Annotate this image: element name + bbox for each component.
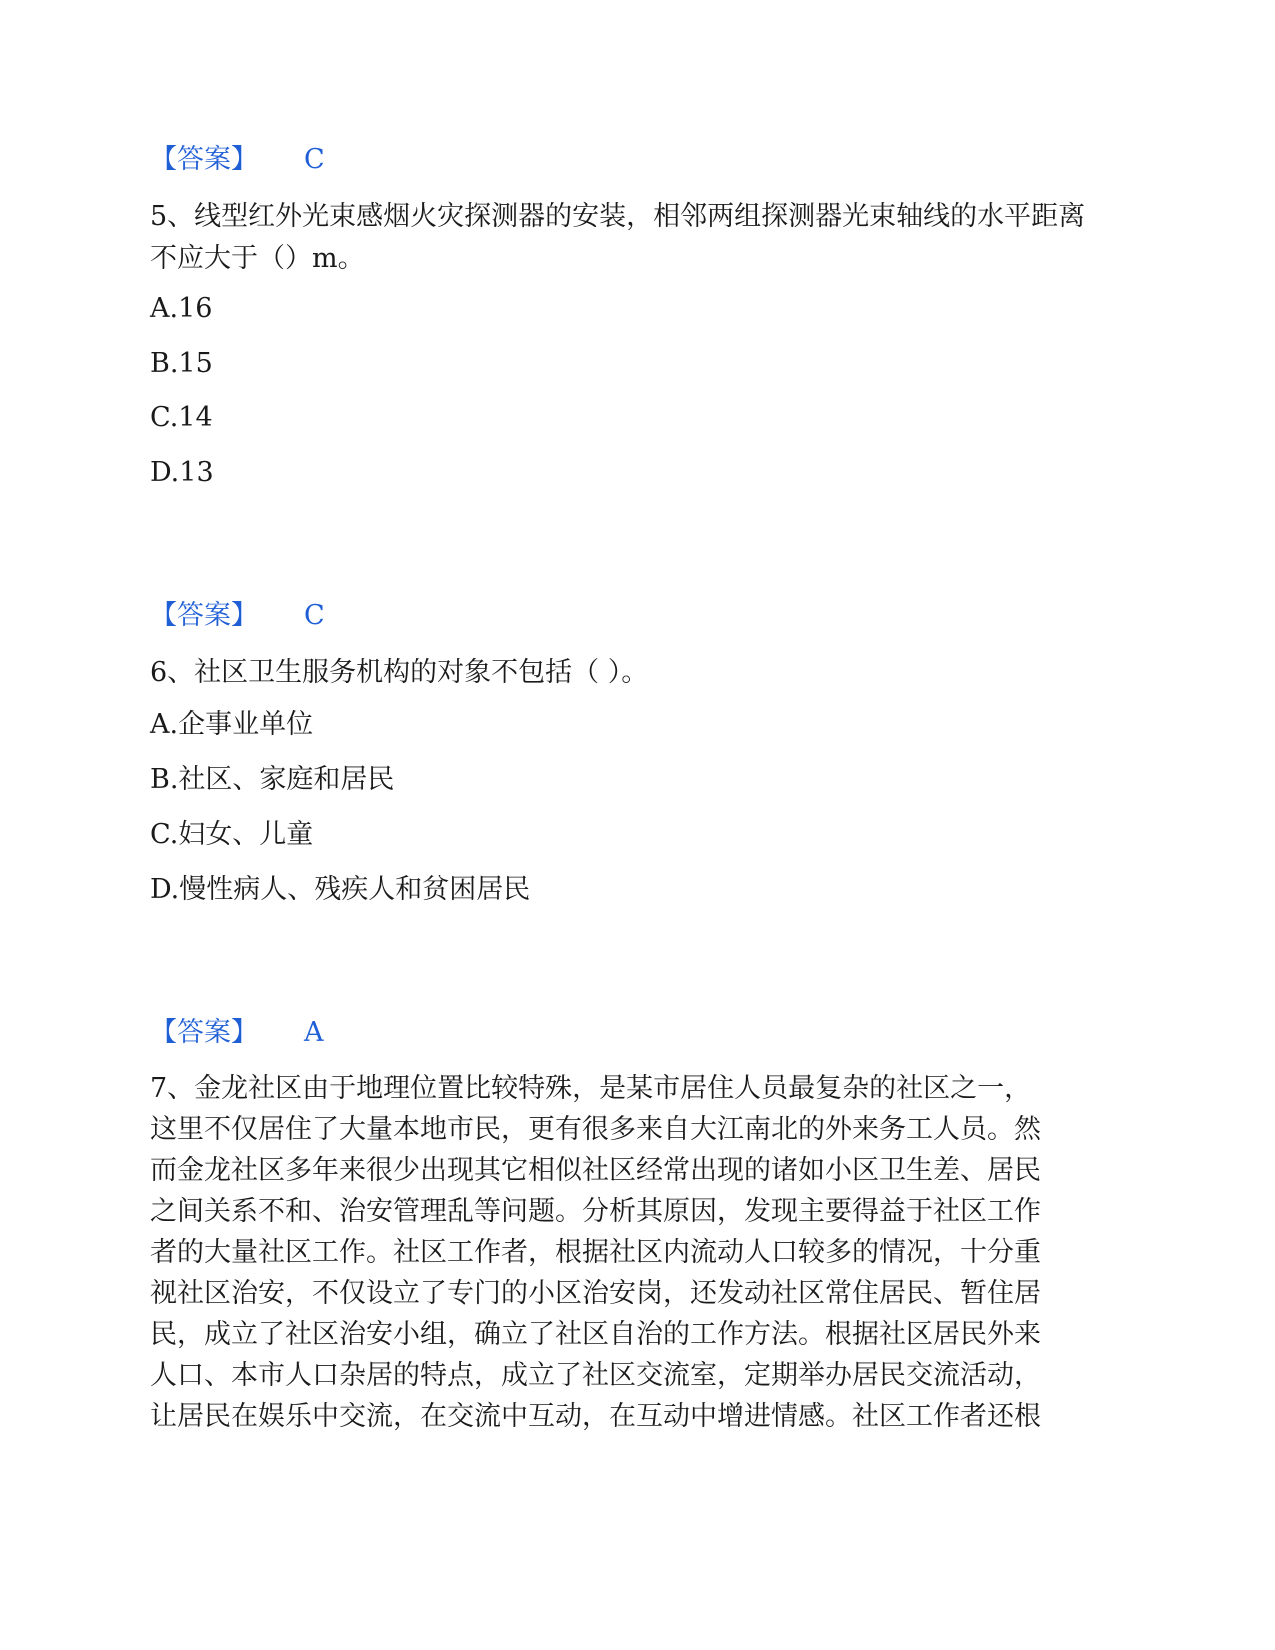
passage-line: 之间关系不和、治安管理乱等问题。分析其原因，发现主要得益于社区工作 [150,1196,1041,1227]
passage-line: 这里不仅居住了大量本地市民，更有很多来自大江南北的外来务工人员。然 [150,1114,1041,1145]
answer-value: A [304,1017,324,1048]
option-b: B.社区、家庭和居民 [150,764,395,795]
passage-line: 人口、本市人口杂居的特点，成立了社区交流室，定期举办居民交流活动， [150,1360,1041,1391]
option-c: C.14 [150,402,213,433]
passage-line: 民，成立了社区治安小组，确立了社区自治的工作方法。根据社区居民外来 [150,1319,1041,1350]
option-c: C.妇女、儿童 [150,819,314,850]
question-passage [150,1068,1122,1437]
option-d: D.13 [150,457,214,488]
answer-label: 【答案】 [150,1017,258,1048]
answer-line [150,598,325,634]
answer-label: 【答案】 [150,144,258,175]
question-text: 5、线型红外光束感烟火灾探测器的安装，相邻两组探测器光束轴线的水平距离不应大于（）m。 [150,201,1086,274]
answer-value: C [304,600,325,631]
answer-label: 【答案】 [150,600,258,631]
option-d: D.慢性病人、残疾人和贫困居民 [150,874,531,905]
option-a: A.企事业单位 [150,709,314,740]
option-b: B.15 [150,348,213,379]
passage-line: 视社区治安，不仅设立了专门的小区治安岗，还发动社区常住居民、暂住居 [150,1278,1041,1309]
question-text: 6、社区卫生服务机构的对象不包括（ ）。 [150,657,649,688]
answer-line [150,1015,324,1051]
passage-line: 而金龙社区多年来很少出现其它相似社区经常出现的诸如小区卫生差、居民 [150,1155,1041,1186]
answer-value: C [304,144,325,175]
answer-line [150,142,325,178]
passage-line: 者的大量社区工作。社区工作者，根据社区内流动人口较多的情况，十分重 [150,1237,1041,1268]
passage-line: 让居民在娱乐中交流，在交流中互动，在互动中增进情感。社区工作者还根 [150,1401,1041,1432]
option-a: A.16 [150,293,213,324]
passage-line: 7、金龙社区由于地理位置比较特殊，是某市居住人员最复杂的社区之一， [150,1073,1032,1104]
